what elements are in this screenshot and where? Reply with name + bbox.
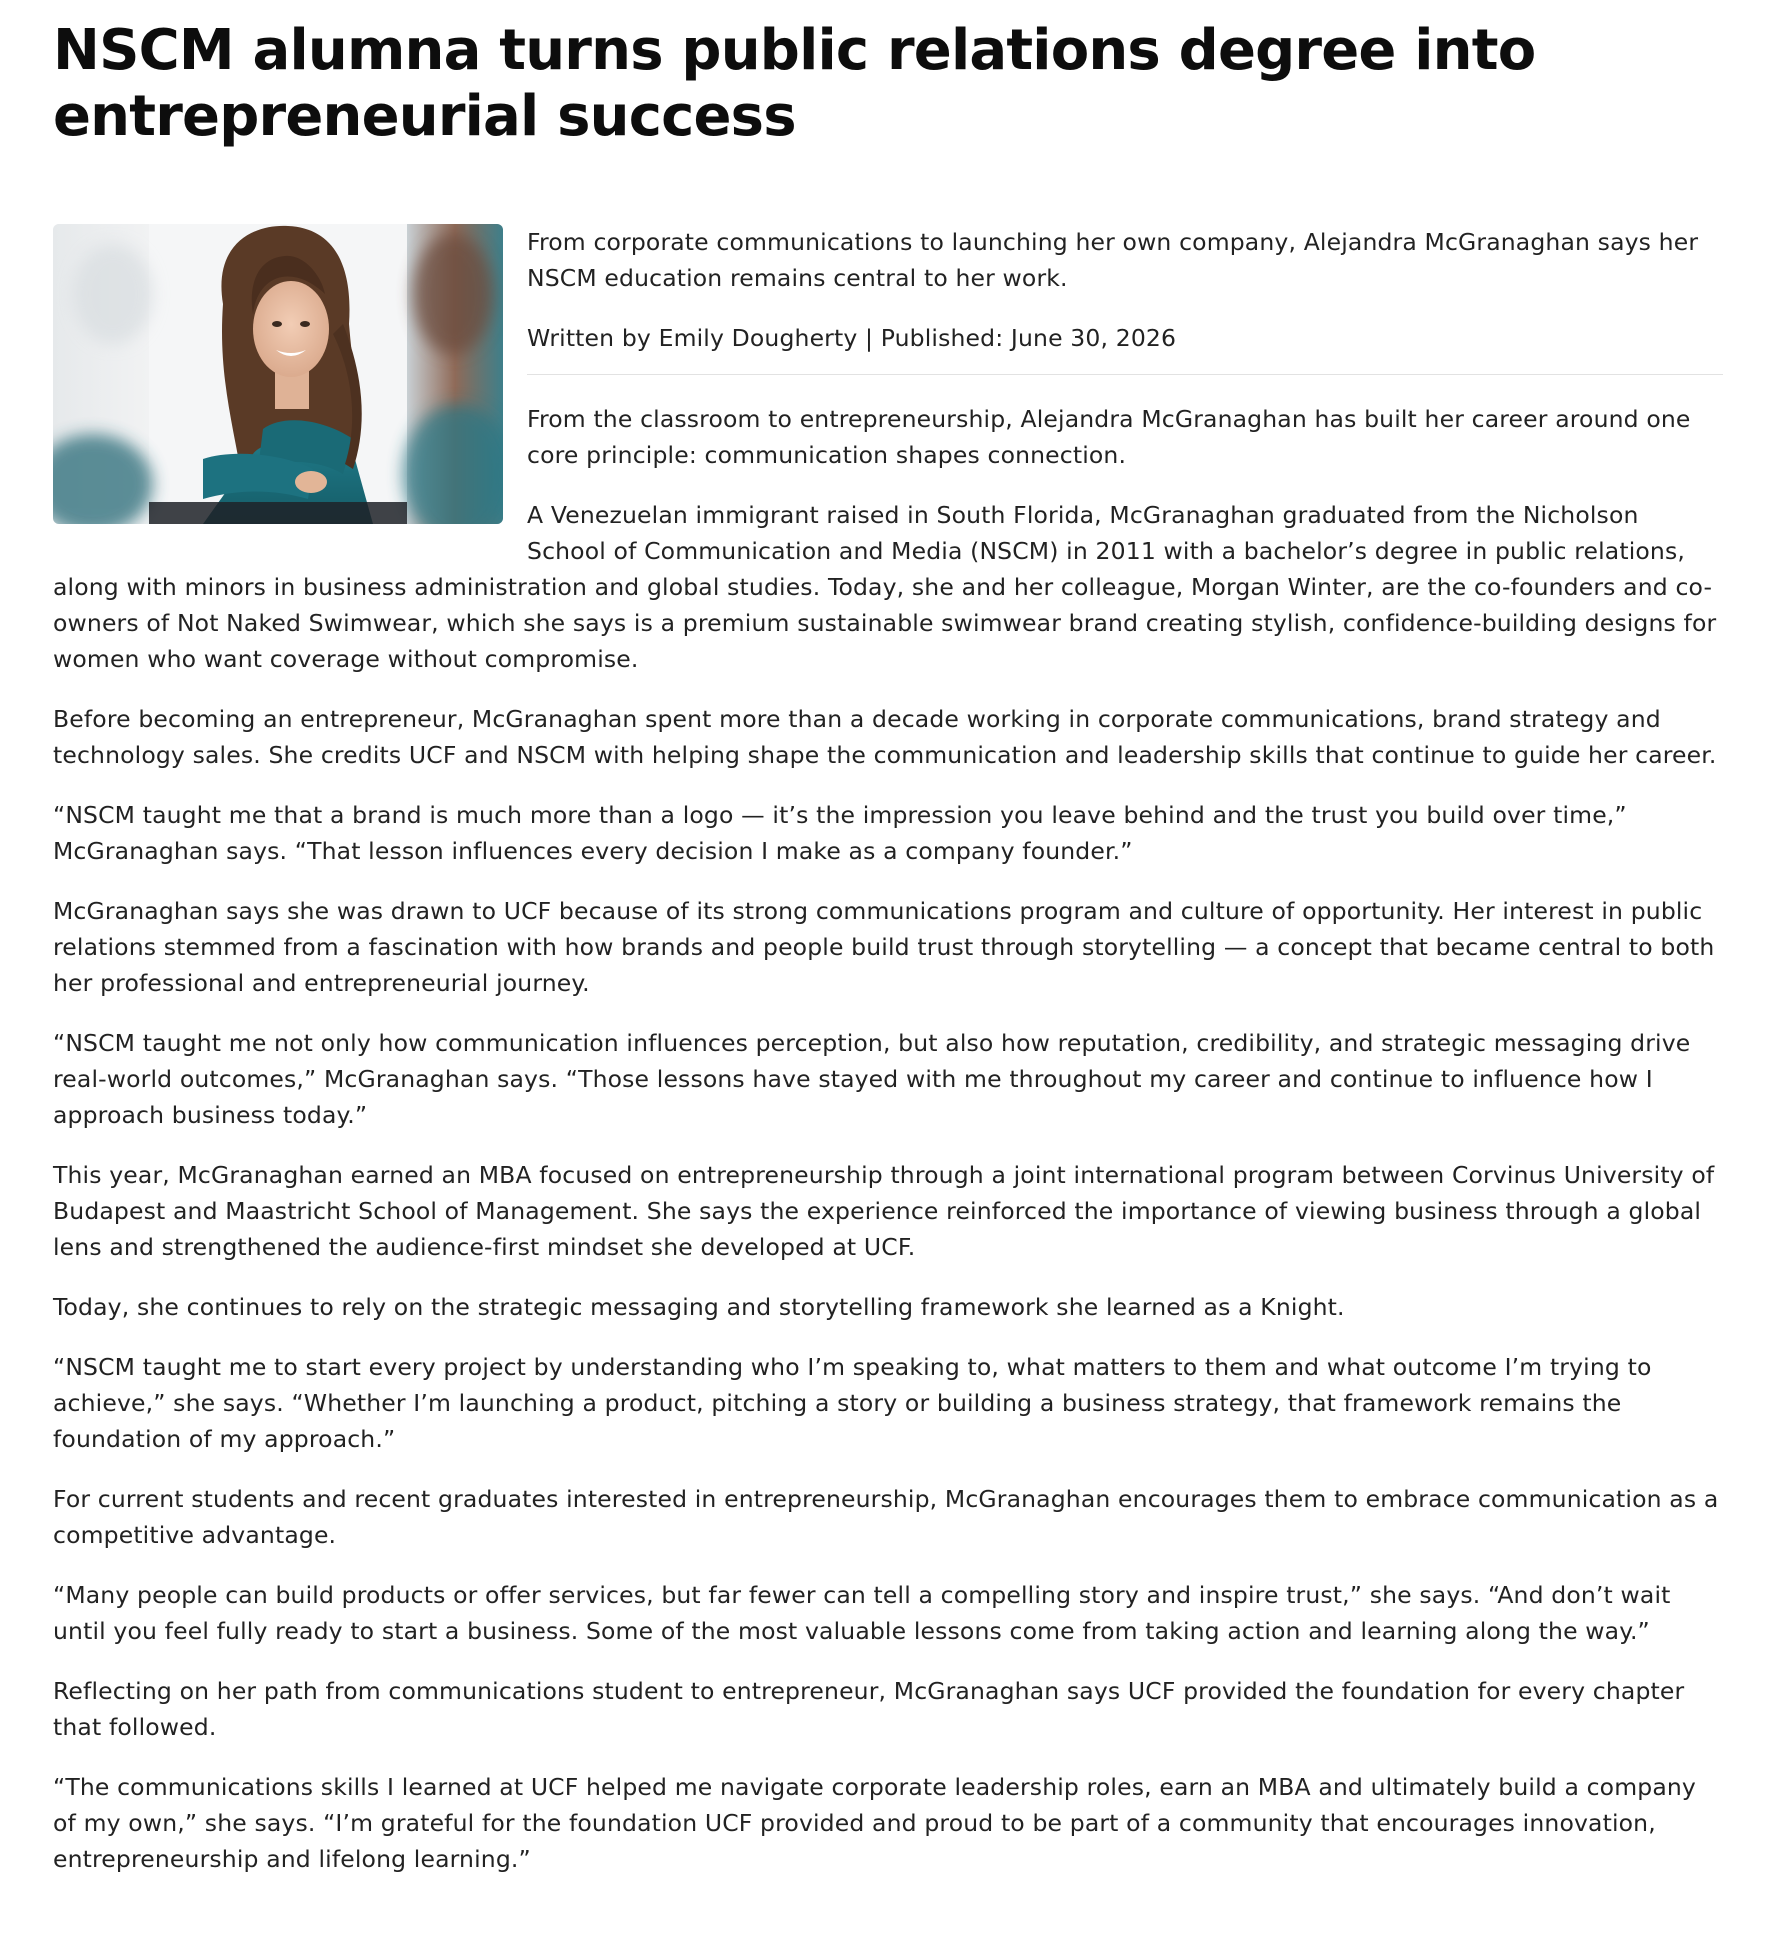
article-headline: NSCM alumna turns public relations degree into entrepreneurial success: [53, 18, 1536, 149]
portrait-illustration: [53, 224, 503, 524]
body-paragraph: Before becoming an entrepreneur, McGranaghan spent more than a decade working in corporate communications, brand strategy and technology sales. She credits UCF and NSCM with helping shape the communication and leadership skills that continue to guide her career.: [53, 705, 1717, 769]
body-paragraph: Today, she continues to rely on the strategic messaging and storytelling framework she learned as a Knight.: [53, 1293, 1345, 1321]
body-paragraph: From the classroom to entrepreneurship, Alejandra McGranaghan has built her career around one core principle: communication shapes connection.: [527, 405, 1691, 469]
body-paragraph: “NSCM taught me not only how communication influences perception, but also how reputation, credibility, and strategic messaging drive real-world outcomes,” McGranaghan says. “Those lessons have stayed with me throughout my career and continue to influence how I approach business today.”: [53, 1029, 1691, 1129]
body-paragraph: “NSCM taught me to start every project by understanding who I’m speaking to, what matters to them and what outcome I’m trying to achieve,” she says. “Whether I’m launching a product, pitching a story or building a business strategy, that framework remains the foundation of my approach.”: [53, 1353, 1652, 1453]
body-paragraph: A Venezuelan immigrant raised in South Florida, McGranaghan graduated from the Nicholson School of Communication and Media (NSCM) in 2011 with a bachelor’s degree in public relations, along with minors in business administration and global studies. Today, she and her colleague, Morgan Winter, are the co-founders and co-owners of Not Naked Swimwear, which she says is a premium sustainable swimwear brand creating stylish, confidence-building designs for women who want coverage without compromise.: [53, 501, 1717, 673]
body-paragraph: “The communications skills I learned at UCF helped me navigate corporate leadership roles, earn an MBA and ultimately build a company of my own,” she says. “I’m grateful for the foundation UCF provided and proud to be part of a community that encourages innovation, entrepreneurship and lifelong learning.”: [53, 1773, 1696, 1873]
byline-divider: [527, 374, 1723, 375]
article-body: [53, 224, 1723, 1877]
article-byline: Written by Emily Dougherty | Published: June 30, 2026: [527, 324, 1177, 352]
body-paragraph: “Many people can build products or offer services, but far fewer can tell a compelling story and inspire trust,” she says. “And don’t wait until you feel fully ready to start a business. Some of the most valuable lessons come from taking action and learning along the way.”: [53, 1581, 1671, 1645]
body-paragraph: McGranaghan says she was drawn to UCF because of its strong communications program and culture of opportunity. Her interest in public relations stemmed from a fascination with how brands and people build trust through storytelling — a concept that became central to both her professional and entrepreneurial journey.: [53, 897, 1715, 997]
body-paragraph: Reflecting on her path from communications student to entrepreneur, McGranaghan says UCF provided the foundation for every chapter that followed.: [53, 1677, 1685, 1741]
author-portrait-photo: [53, 224, 503, 524]
body-paragraph: This year, McGranaghan earned an MBA focused on entrepreneurship through a joint international program between Corvinus University of Budapest and Maastricht School of Management. She says the experience reinforced the importance of viewing business through a global lens and strengthened the audience-first mindset she developed at UCF.: [53, 1161, 1715, 1261]
article-dek: From corporate communications to launching her own company, Alejandra McGranaghan says her NSCM education remains central to her work.: [527, 228, 1699, 292]
body-paragraph: “NSCM taught me that a brand is much more than a logo — it’s the impression you leave behind and the trust you build over time,” McGranaghan says. “That lesson influences every decision I make as a company founder.”: [53, 801, 1627, 865]
article: [53, 0, 1723, 1901]
body-paragraph: For current students and recent graduates interested in entrepreneurship, McGranaghan encourages them to embrace communication as a competitive advantage.: [53, 1485, 1719, 1549]
